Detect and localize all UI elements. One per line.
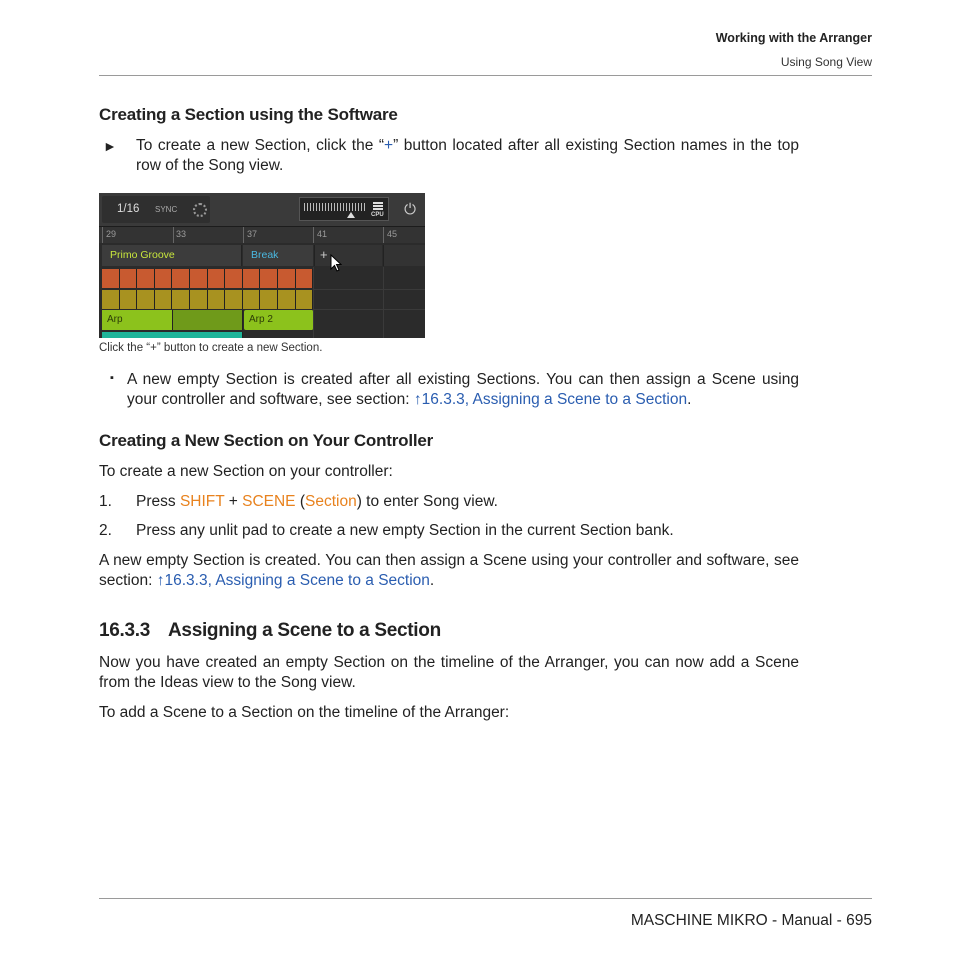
clip-cell[interactable] [172,290,190,309]
ruler-tick: 41 [317,229,328,239]
clip-cell[interactable] [155,269,173,288]
assign-paragraph-1: Now you have created an empty Section on the timeline of the Arranger, you can now add a Scene from the Ideas view to the Song view. [99,654,799,691]
clip-cell[interactable] [172,269,190,288]
quantize-value[interactable]: 1/16 [117,203,140,215]
clip-cell[interactable] [137,269,155,288]
empty-section-slot [383,245,425,266]
clip-arp[interactable]: Arp [102,310,173,330]
clip-cell[interactable] [225,290,243,309]
clip-cell[interactable] [225,269,243,288]
timeline-ruler[interactable] [99,227,425,243]
clip-row-teal [99,332,425,338]
ruler-tick: 37 [247,229,258,239]
ruler-tick: 29 [106,229,117,239]
clip-row-yellow [99,290,425,309]
controller-intro: To create a new Section on your controller: [99,463,393,480]
clip-arp-2[interactable]: Arp 2 [244,310,314,330]
gear-icon[interactable] [193,203,207,217]
clip-cell[interactable] [137,290,155,309]
key-shift: SHIFT [179,493,225,510]
mouse-cursor-icon [330,254,342,272]
step-marker: ► [103,138,117,154]
figure-caption: Click the “+” button to create a new Section. [99,342,323,354]
step-2-number: 2. [99,522,112,539]
song-view-screenshot [99,193,425,338]
clip-arp-continuation[interactable] [173,310,243,330]
clip-cell[interactable] [102,269,120,288]
level-meter [299,197,389,221]
song-view-toolbar [99,193,425,227]
clip-row-red [99,269,425,288]
key-scene: SCENE [242,493,296,510]
header-chapter-title: Working with the Arranger [715,31,872,45]
clip-cell[interactable] [102,290,120,309]
step-1-number: 1. [99,493,112,510]
clip-cell[interactable] [208,290,226,309]
section-row [99,244,425,267]
software-step-text: To create a new Section, click the “+” button located after all existing Section names in the top row of the Song view. [136,137,799,174]
footer-rule [99,898,872,899]
step-2-text: Press any unlit pad to create a new empty Section in the current Section bank. [136,522,674,539]
clip-row-arp [99,310,425,331]
clip-cell[interactable] [296,269,314,288]
clip-cell[interactable] [120,269,138,288]
clip-cell[interactable] [120,290,138,309]
clip-cell[interactable] [260,290,278,309]
ruler-tick: 33 [176,229,187,239]
add-section-button[interactable]: + [314,245,382,266]
controller-result-text: A new empty Section is created. You can then assign a Scene using your controller and software, see section: ↑16.3.3, Assigning a Scene to a Section. [99,552,799,589]
clip-cell[interactable] [278,290,296,309]
heading-controller: Creating a New Section on Your Controller [99,431,434,450]
result-bullet-text: A new empty Section is created after all existing Sections. You can then assign a Scene using your controller and software, see section: ↑16.3.3, Assigning a Scene to a Section. [127,371,799,408]
clip-cell[interactable] [278,269,296,288]
link-assigning-scene[interactable]: ↑16.3.3, Assigning a Scene to a Section [413,391,688,408]
cpu-label: CPU [371,212,384,218]
step-1-text: Press SHIFT + SCENE (Section) to enter Song view. [136,493,498,510]
clip-cell[interactable] [155,290,173,309]
section-break[interactable]: Break [243,245,313,266]
heading-16-3-3-title: Assigning a Scene to a Section [168,620,441,641]
clip-cell[interactable] [243,290,261,309]
assign-paragraph-2: To add a Scene to a Section on the timeline of the Arranger: [99,704,510,721]
clip-cell[interactable] [296,290,314,309]
power-icon[interactable]: ⏻ [404,201,416,218]
clip-teal[interactable] [102,332,243,338]
clip-cell[interactable] [260,269,278,288]
triangle-up-icon[interactable] [347,212,355,218]
heading-software: Creating a Section using the Software [99,105,398,124]
clip-cell[interactable] [243,269,261,288]
clip-cell[interactable] [208,269,226,288]
bullet-marker: ▪ [110,372,114,384]
sync-label[interactable]: SYNC [155,205,178,214]
footer-page-label: MASCHINE MIKRO - Manual - 695 [630,912,872,929]
header-rule [99,75,872,76]
quantize-box [102,196,210,223]
key-section: Section [304,493,357,510]
clip-cell[interactable] [190,290,208,309]
ruler-tick: 45 [387,229,398,239]
plus-glyph: + [384,137,394,154]
link-assigning-scene-2[interactable]: ↑16.3.3, Assigning a Scene to a Section [156,572,430,589]
section-primo-groove[interactable]: Primo Groove [102,245,242,266]
clip-cell[interactable] [190,269,208,288]
heading-16-3-3-number: 16.3.3 [99,620,151,641]
meter-bars [304,203,366,211]
header-section-title: Using Song View [780,55,872,69]
